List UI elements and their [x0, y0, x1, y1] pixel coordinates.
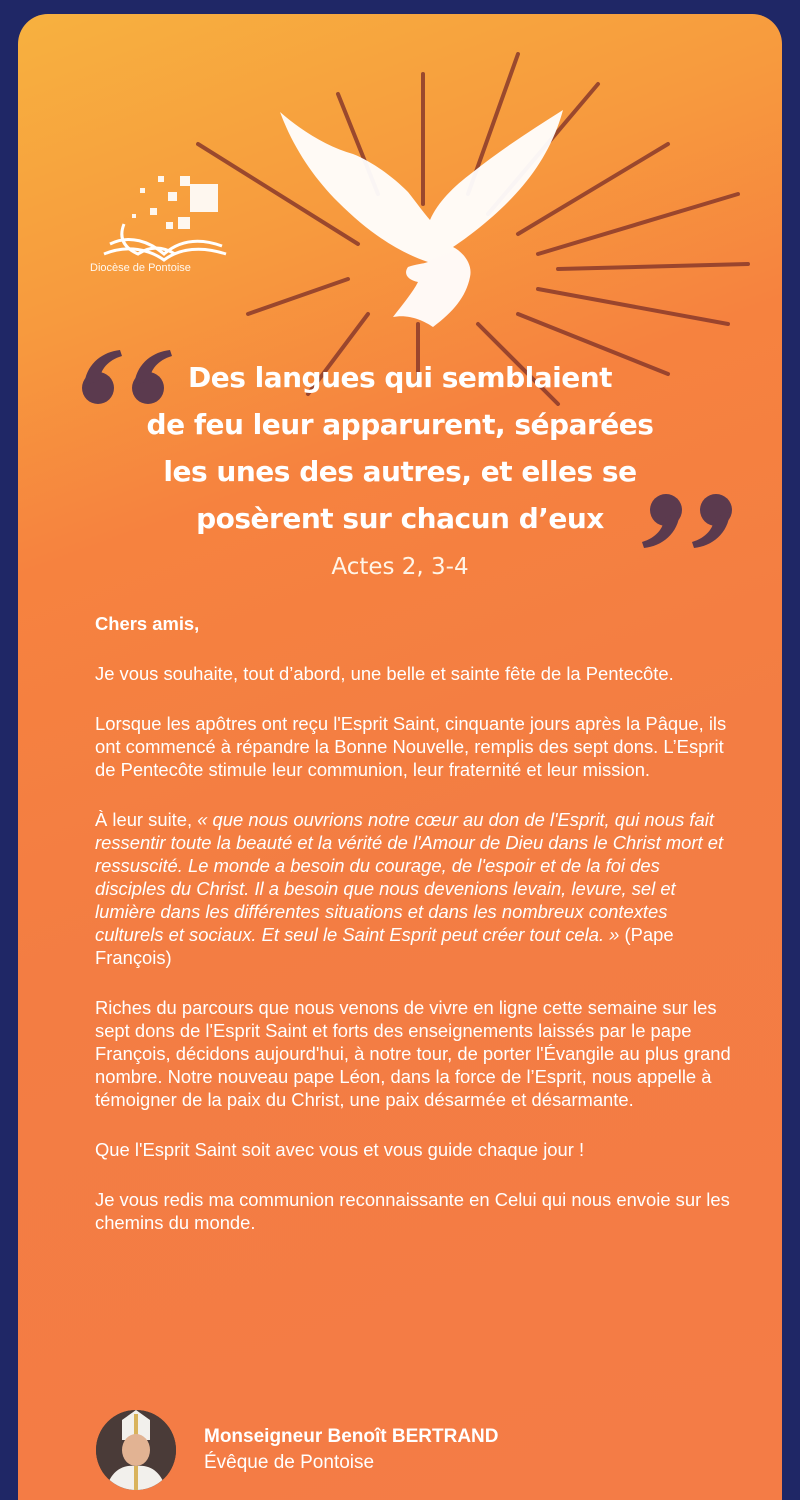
letter-paragraph: Je vous souhaite, tout d’abord, une belle et sainte fête de la Pentecôte. [95, 663, 674, 684]
quote-line: les unes des autres, et elles se [163, 455, 637, 488]
logo-caption: Diocèse de Pontoise [90, 262, 191, 274]
quote-attribution: (Pape François) [95, 924, 674, 968]
letter-paragraph: Lorsque les apôtres ont reçu l'Esprit Saint, cinquante jours après la Pâque, ils ont commencé à répandre la Bonne Nouvelle, remplis des sept dons. L’Esprit de Pentecôte stimule leur communion, leur fraternité et leur mission. [95, 713, 727, 780]
bishop-avatar [96, 1410, 176, 1490]
quote-line: posèrent sur chacun d’eux [196, 502, 604, 535]
letter-paragraph: Que l'Esprit Saint soit avec vous et vous guide chaque jour ! [95, 1139, 585, 1160]
dove-icon [258, 92, 588, 352]
quote-intro: À leur suite, [95, 809, 198, 830]
signature-block [96, 1410, 716, 1496]
letter-greeting: Chers amis, [95, 613, 200, 634]
newsletter-card [18, 14, 782, 1500]
letter-body [95, 612, 735, 1261]
signature-name: Monseigneur Benoît BERTRAND [204, 1426, 499, 1447]
pentecost-quote [18, 354, 782, 542]
pope-quote: « que nous ouvrions notre cœur au don de l'Esprit, qui nous fait ressentir toute la beauté et la vérité de l'Amour de Dieu dans le Christ mort et ressuscité. Le monde a besoin du courage, de l'espoir et de la foi des disciples du Christ. Il a besoin que nous devenions levain, levure, sel et lumière dans les différentes situations et dans les nombreux contextes culturels et sociaux. Et seul le Saint Esprit peut créer tout cela. » [95, 809, 724, 945]
signature-title: Évêque de Pontoise [204, 1452, 375, 1473]
letter-paragraph-quote [95, 808, 735, 969]
quote-line: de feu leur apparurent, séparées [146, 408, 654, 441]
letter-paragraph: Riches du parcours que nous venons de vivre en ligne cette semaine sur les sept dons de l'Esprit Saint et forts des enseignements laissés par le pape François, décidons aujourd'hui, à notre tour, de porter l'Évangile au plus grand nombre. Notre nouveau pape Léon, dans la force de l’Esprit, nous appelle à témoigner de la paix du Christ, une paix désarmée et désarmante. [95, 997, 731, 1110]
letter-paragraph: Je vous redis ma communion reconnaissante en Celui qui nous envoie sur les chemins du monde. [95, 1189, 730, 1233]
scripture-reference: Actes 2, 3-4 [331, 554, 469, 580]
quote-line: Des langues qui semblaient [187, 361, 613, 394]
